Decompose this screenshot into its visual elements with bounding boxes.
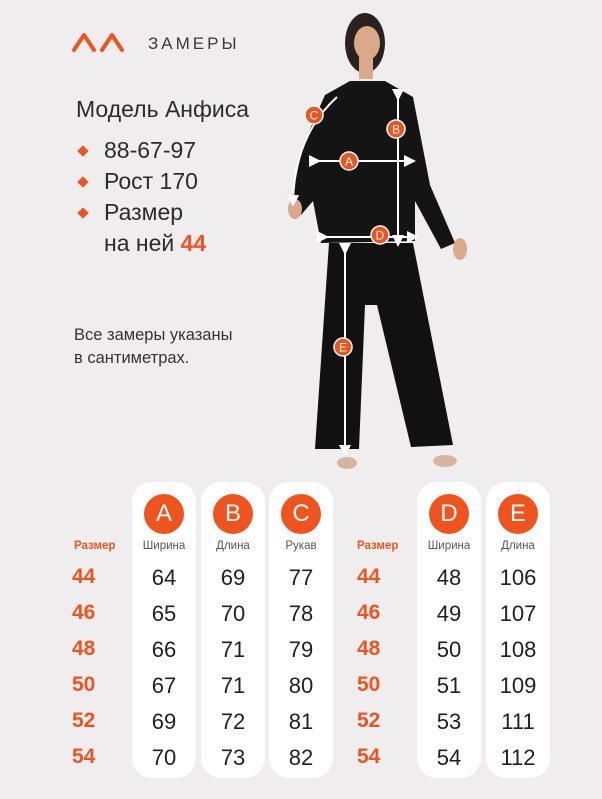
table-cell-c: 80 [288, 673, 314, 698]
column-e-name: Длина [501, 540, 535, 552]
table-cell-d: 48 [436, 565, 462, 590]
units-note [74, 324, 232, 370]
measure-a-label: A [344, 154, 354, 169]
measure-b-label: B [391, 122, 401, 137]
units-note-line2: в сантиметрах. [74, 349, 190, 367]
size-cell-left: 54 [72, 745, 96, 768]
table-cell-a: 70 [151, 745, 177, 770]
column-d-name: Ширина [427, 540, 471, 552]
table-cell-a: 65 [151, 601, 177, 626]
measure-c-marker [305, 106, 323, 124]
table-cell-d: 53 [436, 709, 462, 734]
column-d-badge: D [429, 494, 469, 534]
table-cell-c: 81 [288, 709, 314, 734]
model-size-line2: на ней [104, 230, 175, 256]
table-cell-c: 82 [288, 745, 314, 770]
model-params-list [76, 135, 206, 259]
size-cell-right: 46 [357, 601, 381, 624]
model-name: Модель Анфиса [76, 96, 250, 122]
size-cell-left: 52 [72, 709, 96, 732]
measure-d-label: D [375, 228, 385, 243]
table-cell-c: 79 [288, 637, 314, 662]
size-cell-left: 48 [72, 637, 96, 660]
measure-d-marker [371, 226, 389, 244]
measure-e-label: E [338, 340, 348, 355]
model-left-hand [288, 199, 302, 219]
model-right-foot [433, 455, 457, 467]
measure-e-marker [334, 338, 352, 356]
column-b-name: Длина [216, 540, 250, 552]
brand-title: ЗАМЕРЫ [148, 34, 240, 53]
model-right-hand [453, 238, 467, 260]
model-params [76, 135, 206, 166]
column-b-badge: B [213, 494, 253, 534]
model-size [76, 197, 206, 259]
model-size-value: 44 [180, 230, 207, 256]
model-neck [359, 57, 373, 79]
table-cell-c: 78 [288, 601, 314, 626]
column-a-name: Ширина [142, 540, 186, 552]
table-cell-d: 49 [436, 601, 462, 626]
size-cell-right: 48 [357, 637, 381, 660]
table-cell-a: 69 [151, 709, 177, 734]
table-cell-b: 69 [220, 565, 246, 590]
measure-c-label: C [309, 108, 319, 123]
table-cell-a: 64 [151, 565, 177, 590]
column-c-badge: C [281, 494, 321, 534]
bullet-diamond-icon [77, 176, 88, 187]
table-cell-e: 106 [499, 565, 537, 590]
size-header-right: Размер [357, 540, 399, 552]
measure-b-marker [387, 120, 405, 138]
size-cell-right: 44 [357, 565, 381, 588]
table-cell-b: 70 [220, 601, 246, 626]
bullet-diamond-icon [77, 145, 88, 156]
table-cell-a: 66 [151, 637, 177, 662]
table-cell-e: 109 [499, 673, 537, 698]
table-cell-e: 107 [499, 601, 537, 626]
units-note-line1: Все замеры указаны [74, 326, 233, 344]
size-cell-left: 46 [72, 601, 96, 624]
table-cell-d: 54 [436, 745, 462, 770]
table-cell-e: 111 [501, 709, 535, 734]
table-cell-c: 77 [288, 565, 314, 590]
size-cell-right: 54 [357, 745, 381, 768]
size-cell-right: 50 [357, 673, 381, 696]
size-cell-left: 50 [72, 673, 96, 696]
table-cell-b: 71 [220, 637, 246, 662]
bullet-diamond-icon [77, 207, 88, 218]
measure-a-marker [340, 152, 358, 170]
model-face [354, 26, 380, 60]
table-cell-b: 73 [220, 745, 246, 770]
column-e-badge: E [498, 494, 538, 534]
model-size-line1: Размер [104, 199, 184, 225]
table-cell-b: 71 [220, 673, 246, 698]
table-cell-e: 112 [500, 745, 536, 770]
table-cell-d: 51 [436, 673, 462, 698]
size-cell-left: 44 [72, 565, 96, 588]
model-height [76, 166, 206, 197]
size-cell-right: 52 [357, 709, 381, 732]
model-photo [255, 5, 475, 475]
model-left-foot [337, 457, 357, 469]
ll-logo-icon [72, 32, 128, 52]
table-cell-a: 67 [151, 673, 177, 698]
model-height-text: Рост 170 [104, 168, 198, 194]
column-a-badge: A [144, 494, 184, 534]
size-header-left: Размер [74, 540, 116, 552]
table-cell-d: 50 [436, 637, 462, 662]
table-cell-b: 72 [220, 709, 246, 734]
model-measurements: 88-67-97 [104, 137, 197, 163]
column-c-name: Рукав [285, 540, 317, 552]
table-cell-e: 108 [499, 637, 537, 662]
